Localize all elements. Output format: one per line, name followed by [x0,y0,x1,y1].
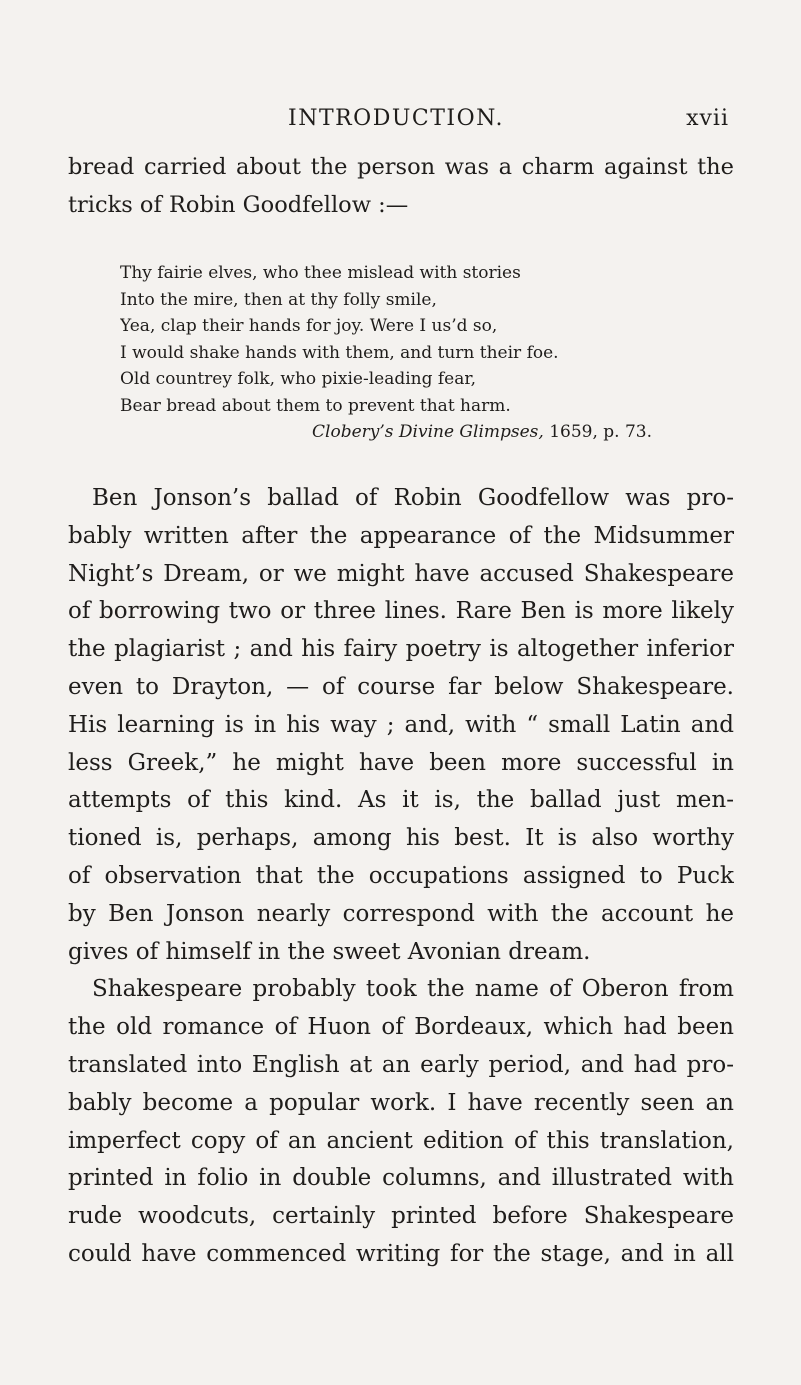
poem-line: Bear bread about them to prevent that harm. [120,395,511,416]
poem-line: Old countrey folk, who pixie-leading fear, [120,369,477,389]
poem-line: Thy fairie elves, who thee mislead with stories [120,263,521,283]
attribution-work: Clobery’s Divine Glimpses, [312,422,544,442]
text-line: by Ben Jonson nearly correspond with the account he [68,900,734,927]
text-line: Ben Jonson’s ballad of Robin Goodfellow was pro- [92,485,734,511]
text-line: His learning is in his way ; and, with “ small Latin and [68,711,734,738]
text-line: Night’s Dream, or we might have accused Shakespeare [68,560,734,587]
text-line: less Greek,” he might have been more successful in [68,749,734,776]
text-line: tricks of Robin Goodfellow :— [68,192,409,218]
text-line: imperfect copy of an ancient edition of this translation, [68,1127,734,1154]
text-line: attempts of this kind. As it is, the ballad just men- [68,787,734,814]
text-line: bably written after the appearance of the Midsummer [68,522,734,549]
running-header [0,106,801,138]
text-line: printed in folio in double columns, and illustrated with [68,1165,734,1192]
text-line: could have commenced writing for the stage, and in all [68,1240,734,1267]
text-line: of borrowing two or three lines. Rare Ben is more likely [68,598,734,625]
poem-quotation [120,260,740,446]
text-line: even to Drayton, — of course far below Shakespeare. [68,673,734,700]
body-text [68,480,734,1274]
text-line: bread carried about the person was a charm against the [68,154,734,180]
text-line: of observation that the occupations assigned to Puck [68,862,734,889]
poem-line: I would shake hands with them, and turn their foe. [120,342,559,363]
text-line: gives of himself in the sweet Avonian dream. [68,938,591,965]
text-line: bably become a popular work. I have recently seen an [68,1089,734,1116]
poem-line: Yea, clap their hands for joy. Were I us’d so, [120,316,498,336]
page-number: xvii [686,106,729,131]
lead-paragraph [68,148,734,224]
text-line: translated into English at an early period, and had pro- [68,1051,734,1078]
text-line: the plagiarist ; and his fairy poetry is altogether inferior [68,636,734,663]
text-line: the old romance of Huon of Bordeaux, which had been [68,1014,734,1041]
text-line: rude woodcuts, certainly printed before Shakespeare [68,1203,734,1230]
running-title: INTRODUCTION. [288,106,504,131]
text-line: tioned is, perhaps, among his best. It is also worthy [68,825,734,852]
poem-attribution [120,419,740,446]
text-line: Shakespeare probably took the name of Oberon from [92,976,734,1003]
attribution-citation: 1659, p. 73. [543,422,652,442]
poem-line: Into the mire, then at thy folly smile, [120,289,437,310]
